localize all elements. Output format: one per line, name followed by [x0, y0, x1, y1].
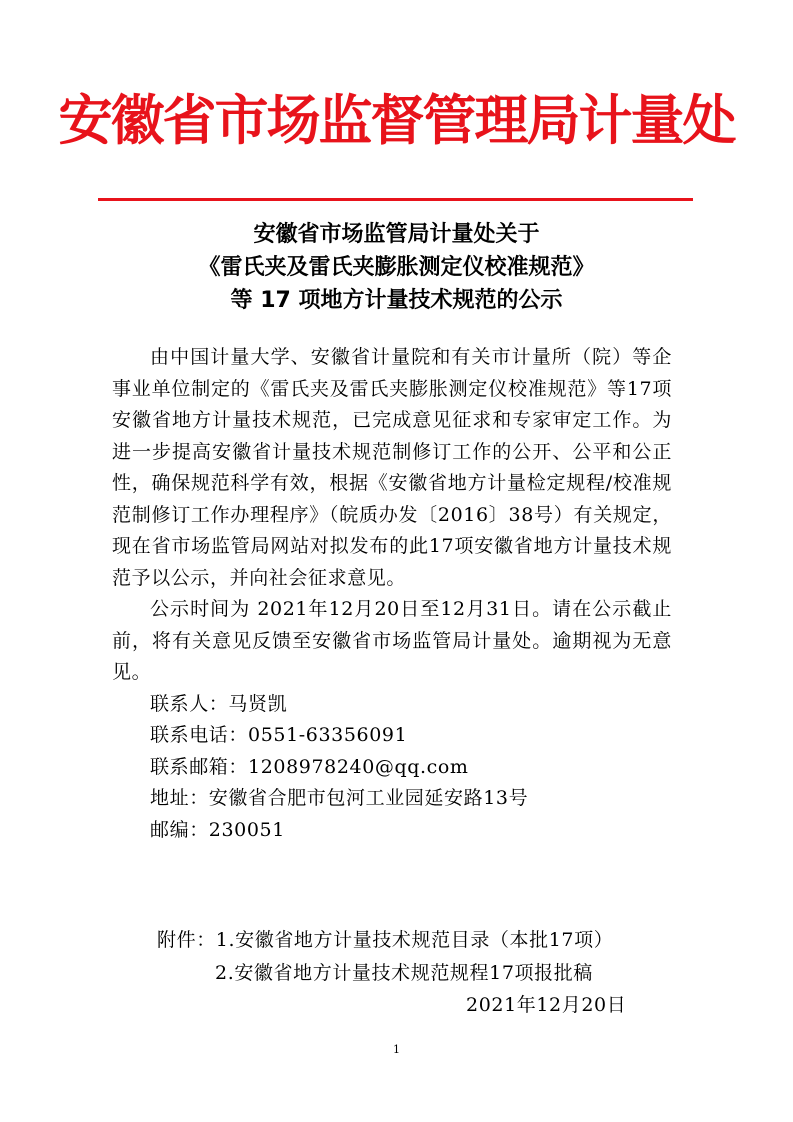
- document-body: [112, 342, 672, 846]
- title-line-1: 安徽省市场监管局计量处关于: [253, 222, 540, 247]
- contact-phone: 联系电话：0551-63356091: [150, 724, 408, 746]
- attachment-item-2: 2.安徽省地方计量技术规范规程17项报批稿: [215, 962, 593, 984]
- contact-person: 联系人：马贤凯: [150, 692, 288, 715]
- contact-email: 联系邮箱：1208978240@qq.com: [150, 755, 469, 778]
- title-line-3: 等 17 项地方计量技术规范的公示: [230, 288, 563, 313]
- contact-address: 地址：安徽省合肥市包河工业园延安路13号: [150, 787, 529, 809]
- attachment-item-1: 附件：1.安徽省地方计量技术规范目录（本批17项）: [157, 929, 614, 951]
- title-line-2: 《雷氏夹及雷氏夹膨胀测定仪校准规范》: [198, 255, 595, 280]
- page-number: 1: [393, 1043, 400, 1056]
- document-title: [0, 218, 793, 317]
- body-paragraph-1: 由中国计量大学、安徽省计量院和有关市计量所（院）等企事业单位制定的《雷氏夹及雷氏夹膨胀测定仪校准规范》等17项安徽省地方计量技术规范，已完成意见征求和专家审定工作。为进一步提高安徽省计量技术规范制修订工作的公开、公平和公正性，确保规范科学有效，根据《安徽省地方计量检定规程/校准规范制修订工作办理程序》（皖质办发〔2016〕38号）有关规定，现在省市场监管局网站对拟发布的此17项安徽省地方计量技术规范予以公示，并向社会征求意见。: [112, 346, 672, 589]
- body-paragraph-2: 公示时间为 2021年12月20日至12月31日。请在公示截止前，将有关意见反馈至安徽省市场监管局计量处。逾期视为无意见。: [112, 598, 672, 683]
- contact-postcode: 邮编：230051: [150, 818, 285, 841]
- letterhead-red-rule: [98, 198, 693, 201]
- document-date: 2021年12月20日: [466, 994, 627, 1016]
- letterhead-org-name: 安徽省市场监督管理局计量处: [58, 89, 735, 152]
